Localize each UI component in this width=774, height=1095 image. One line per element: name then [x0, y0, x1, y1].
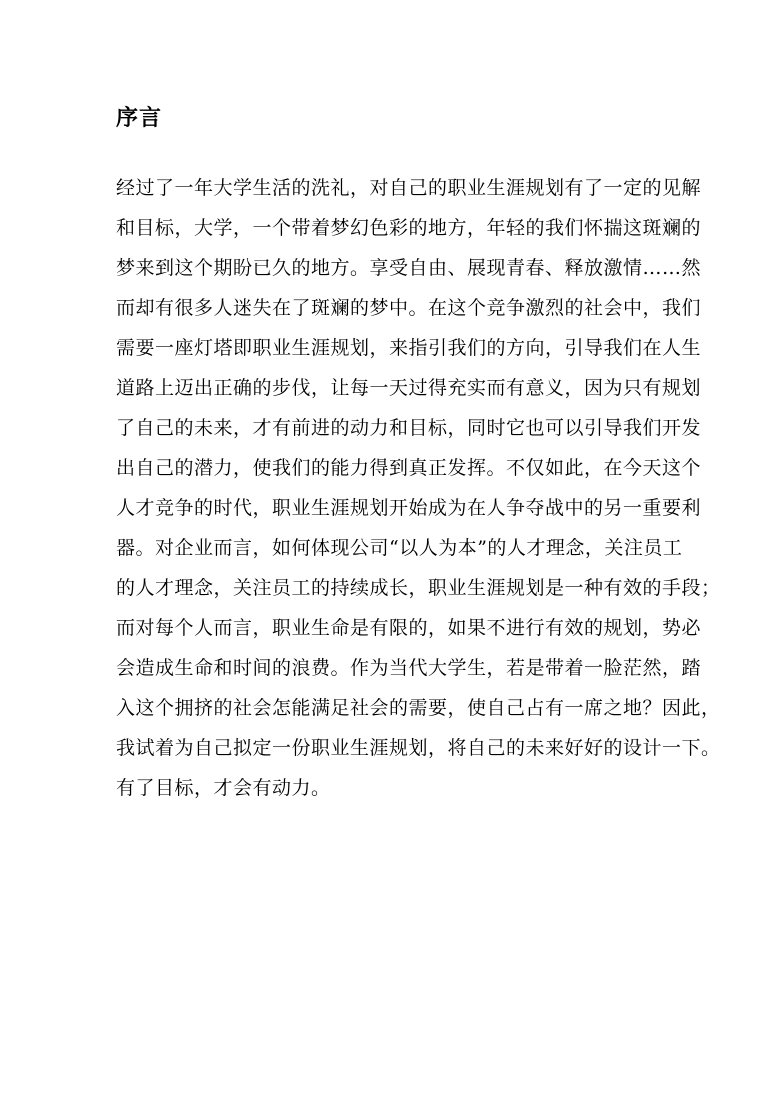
paragraph-line: 道路上迈出正确的步伐，让每一天过得充实而有意义，因为只有规划 [116, 377, 702, 399]
paragraph-line: 的人才理念，关注员工的持续成长，职业生涯规划是一种有效的手段； [116, 577, 721, 599]
paragraph-line: 我试着为自己拟定一份职业生涯规划，将自己的未来好好的设计一下。 [116, 737, 721, 759]
paragraph-line: 了自己的未来，才有前进的动力和目标，同时它也可以引导我们开发 [116, 417, 702, 439]
paragraph-line: 经过了一年大学生活的洗礼，对自己的职业生涯规划有了一定的见解 [116, 177, 702, 199]
paragraph-line: 会造成生命和时间的浪费。作为当代大学生，若是带着一脸茫然，踏 [116, 657, 702, 679]
section-heading: 序言 [116, 105, 163, 131]
paragraph-line: 人才竞争的时代，职业生涯规划开始成为在人争夺战中的另一重要利 [116, 497, 702, 519]
paragraph-line: 和目标，大学，一个带着梦幻色彩的地方，年轻的我们怀揣这斑斓的 [116, 217, 702, 239]
paragraph-line: 出自己的潜力，使我们的能力得到真正发挥。不仅如此，在今天这个 [116, 457, 702, 479]
paragraph-line: 入这个拥挤的社会怎能满足社会的需要，使自己占有一席之地？因此， [116, 697, 721, 719]
paragraph-line: 器。对企业而言，如何体现公司“以人为本”的人才理念，关注员工 [116, 537, 683, 559]
paragraph-line: 需要一座灯塔即职业生涯规划，来指引我们的方向，引导我们在人生 [116, 337, 702, 359]
preface-paragraph [116, 168, 721, 808]
paragraph-line: 而却有很多人迷失在了斑斓的梦中。在这个竞争激烈的社会中，我们 [116, 297, 702, 319]
paragraph-line: 而对每个人而言，职业生命是有限的，如果不进行有效的规划，势必 [116, 617, 702, 639]
paragraph-line: 有了目标，才会有动力。 [116, 777, 331, 799]
paragraph-line: 梦来到这个期盼已久的地方。享受自由、展现青春、释放激情……然 [116, 257, 702, 279]
